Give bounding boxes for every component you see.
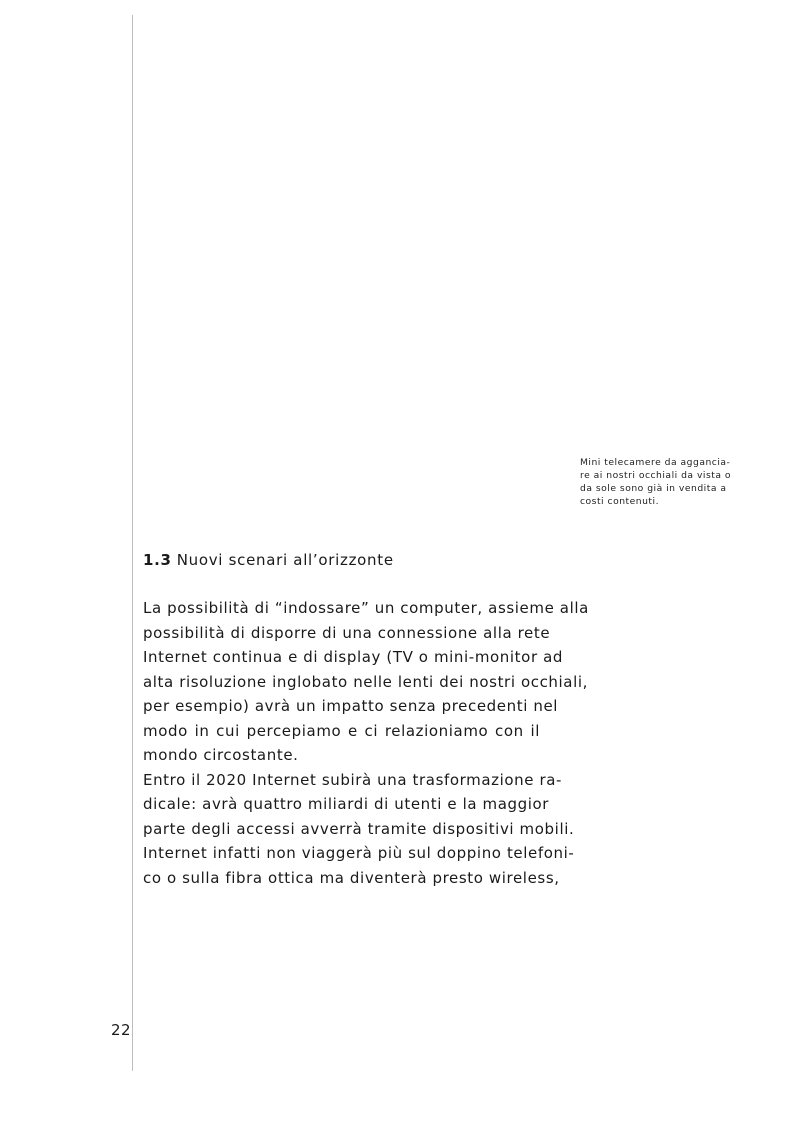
body-line: modo in cui percepiamo e ci relazioniamo con il	[143, 721, 540, 740]
caption-line: da sole sono già in vendita a	[580, 483, 727, 494]
page-number: 22	[111, 1021, 132, 1039]
body-line: Internet continua e di display (TV o mini-monitor ad	[143, 648, 563, 666]
body-line: possibilità di disporre di una connessione alla rete	[143, 623, 551, 642]
body-line: dicale: avrà quattro miliardi di utenti e la maggior	[143, 795, 550, 813]
body-line: La possibilità di “indossare” un computer, assieme alla	[143, 599, 589, 617]
image-caption	[580, 456, 732, 508]
margin-rule	[132, 15, 133, 1071]
body-line: alta risoluzione inglobato nelle lenti dei nostri occhiali,	[143, 672, 588, 691]
section-heading	[143, 551, 394, 569]
body-line: mondo circostante.	[143, 746, 299, 764]
body-line: parte degli accessi avverrà tramite dispositivi mobili.	[143, 819, 575, 838]
caption-line: costi contenuti.	[580, 496, 660, 507]
body-line: per esempio) avrà un impatto senza precedenti nel	[143, 697, 559, 715]
body-line: co o sulla fibra ottica ma diventerà presto wireless,	[143, 868, 560, 887]
section-number: 1.3	[143, 551, 172, 569]
body-paragraphs	[143, 596, 589, 890]
caption-line: Mini telecamere da aggancia-	[580, 457, 731, 468]
body-line: Entro il 2020 Internet subirà una trasformazione ra-	[143, 770, 563, 789]
body-line: Internet infatti non viaggerà più sul doppino telefoni-	[143, 844, 575, 862]
caption-line: re ai nostri occhiali da vista o	[580, 470, 732, 481]
section-title: Nuovi scenari all’orizzonte	[176, 551, 394, 569]
